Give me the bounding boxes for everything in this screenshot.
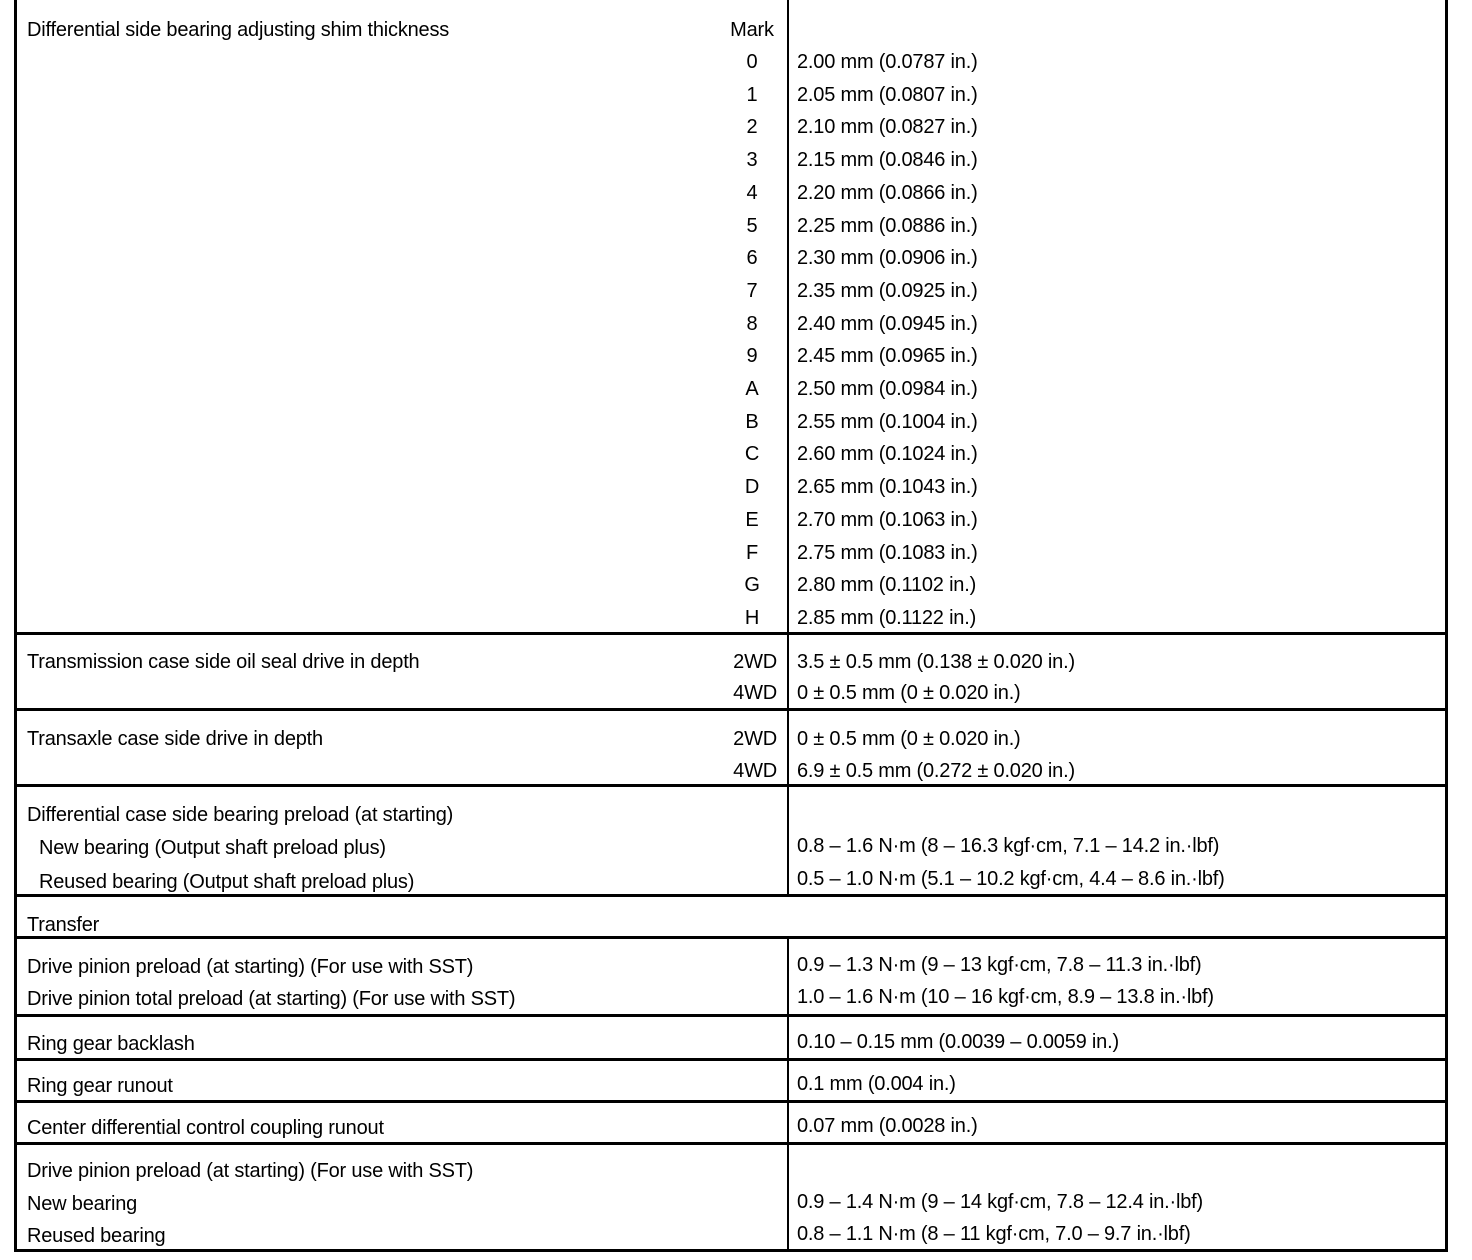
shim-mark: 1 [746,84,758,106]
shim-mark: 9 [746,345,758,367]
shim-mark: 6 [746,247,758,269]
pinion2-label: Drive pinion preload (at starting) (For use with SST) [27,1160,474,1182]
row-divider [17,632,1445,635]
backlash-label: Ring gear backlash [27,1033,195,1055]
coupling-label: Center differential control coupling runout [27,1117,384,1139]
shim-value: 2.15 mm (0.0846 in.) [797,149,978,171]
shim-mark: C [744,443,760,465]
shim-mark: A [745,378,759,400]
transfer-heading: Transfer [27,914,100,936]
shim-value: 2.80 mm (0.1102 in.) [797,574,977,596]
shim-mark: 8 [746,313,758,335]
transaxle-key-4wd: 4WD [733,760,777,782]
shim-mark: 4 [746,182,758,204]
trans-case-value-4wd: 0 ± 0.5 mm (0 ± 0.020 in.) [797,682,1021,704]
row-divider [17,1100,1445,1103]
diff-preload-new-label: New bearing (Output shaft preload plus) [39,837,386,859]
row-divider [17,1058,1445,1061]
pinion-preload-value: 0.9 – 1.3 N·m (9 – 13 kgf·cm, 7.8 – 11.3 in.·lbf) [797,954,1202,976]
transaxle-value-2wd: 0 ± 0.5 mm (0 ± 0.020 in.) [797,728,1021,750]
shim-mark: H [744,607,760,629]
transaxle-case-label: Transaxle case side drive in depth [27,728,323,750]
diff-preload-reused-label: Reused bearing (Output shaft preload plus) [39,871,415,893]
shim-value: 2.35 mm (0.0925 in.) [797,280,978,302]
row-divider [17,1014,1445,1017]
pinion2-new-value: 0.9 – 1.4 N·m (9 – 14 kgf·cm, 7.8 – 12.4 in.·lbf) [797,1191,1203,1213]
shim-value: 2.50 mm (0.0984 in.) [797,378,978,400]
shim-value: 2.55 mm (0.1004 in.) [797,411,978,433]
shim-value: 2.40 mm (0.0945 in.) [797,313,978,335]
mark-header: Mark [730,19,774,41]
shim-mark: E [745,509,759,531]
pinion-total-preload-value: 1.0 – 1.6 N·m (10 – 16 kgf·cm, 8.9 – 13.8 in.·lbf) [797,986,1214,1008]
column-divider [787,1102,789,1144]
shim-mark: B [745,411,759,433]
column-divider [787,1144,789,1252]
shim-value: 2.20 mm (0.0866 in.) [797,182,978,204]
transaxle-key-2wd: 2WD [733,728,777,750]
pinion-preload-label: Drive pinion preload (at starting) (For use with SST) [27,956,474,978]
pinion2-reused-label: Reused bearing [27,1225,166,1247]
shim-mark: 5 [746,215,758,237]
shim-value: 2.00 mm (0.0787 in.) [797,51,978,73]
diff-preload-reused-value: 0.5 – 1.0 N·m (5.1 – 10.2 kgf·cm, 4.4 – 8.6 in.·lbf) [797,868,1225,890]
shim-value: 2.45 mm (0.0965 in.) [797,345,978,367]
row-divider [17,936,1445,939]
shim-value: 2.60 mm (0.1024 in.) [797,443,978,465]
trans-case-value-2wd: 3.5 ± 0.5 mm (0.138 ± 0.020 in.) [797,651,1075,673]
transaxle-value-4wd: 6.9 ± 0.5 mm (0.272 ± 0.020 in.) [797,760,1075,782]
diff-preload-label: Differential case side bearing preload (at starting) [27,804,454,826]
shim-value: 2.10 mm (0.0827 in.) [797,116,978,138]
shim-mark: 3 [746,149,758,171]
runout-value: 0.1 mm (0.004 in.) [797,1073,956,1095]
row-divider [17,708,1445,711]
column-divider [787,710,789,786]
shim-value: 2.85 mm (0.1122 in.) [797,607,977,629]
shim-value: 2.30 mm (0.0906 in.) [797,247,978,269]
shim-mark: 7 [746,280,758,302]
shim-value: 2.75 mm (0.1083 in.) [797,542,978,564]
trans-case-key-4wd: 4WD [733,682,777,704]
shim-mark: 2 [746,116,758,138]
backlash-value: 0.10 – 0.15 mm (0.0039 – 0.0059 in.) [797,1031,1119,1053]
shim-value: 2.05 mm (0.0807 in.) [797,84,978,106]
shim-value: 2.65 mm (0.1043 in.) [797,476,978,498]
shim-value: 2.70 mm (0.1063 in.) [797,509,978,531]
shim-value: 2.25 mm (0.0886 in.) [797,215,978,237]
pinion-total-preload-label: Drive pinion total preload (at starting) (For use with SST) [27,988,516,1010]
coupling-value: 0.07 mm (0.0028 in.) [797,1115,978,1137]
shim-mark: G [744,574,760,596]
row-divider [17,784,1445,787]
column-divider [787,1016,789,1060]
pinion2-reused-value: 0.8 – 1.1 N·m (8 – 11 kgf·cm, 7.0 – 9.7 in.·lbf) [797,1223,1191,1245]
trans-case-label: Transmission case side oil seal drive in depth [27,651,420,673]
column-divider [787,938,789,1016]
row-divider [17,894,1445,897]
trans-case-key-2wd: 2WD [733,651,777,673]
shim-title: Differential side bearing adjusting shim thickness [27,19,450,41]
diff-preload-new-value: 0.8 – 1.6 N·m (8 – 16.3 kgf·cm, 7.1 – 14.2 in.·lbf) [797,835,1220,857]
runout-label: Ring gear runout [27,1075,173,1097]
column-divider [787,634,789,710]
column-divider [787,1060,789,1102]
shim-mark: 0 [746,51,758,73]
spec-table [14,0,1448,1252]
column-divider [787,786,789,896]
shim-mark: F [745,542,759,564]
pinion2-new-label: New bearing [27,1193,138,1215]
column-divider [787,0,789,636]
shim-mark: D [744,476,760,498]
row-divider [17,1142,1445,1145]
